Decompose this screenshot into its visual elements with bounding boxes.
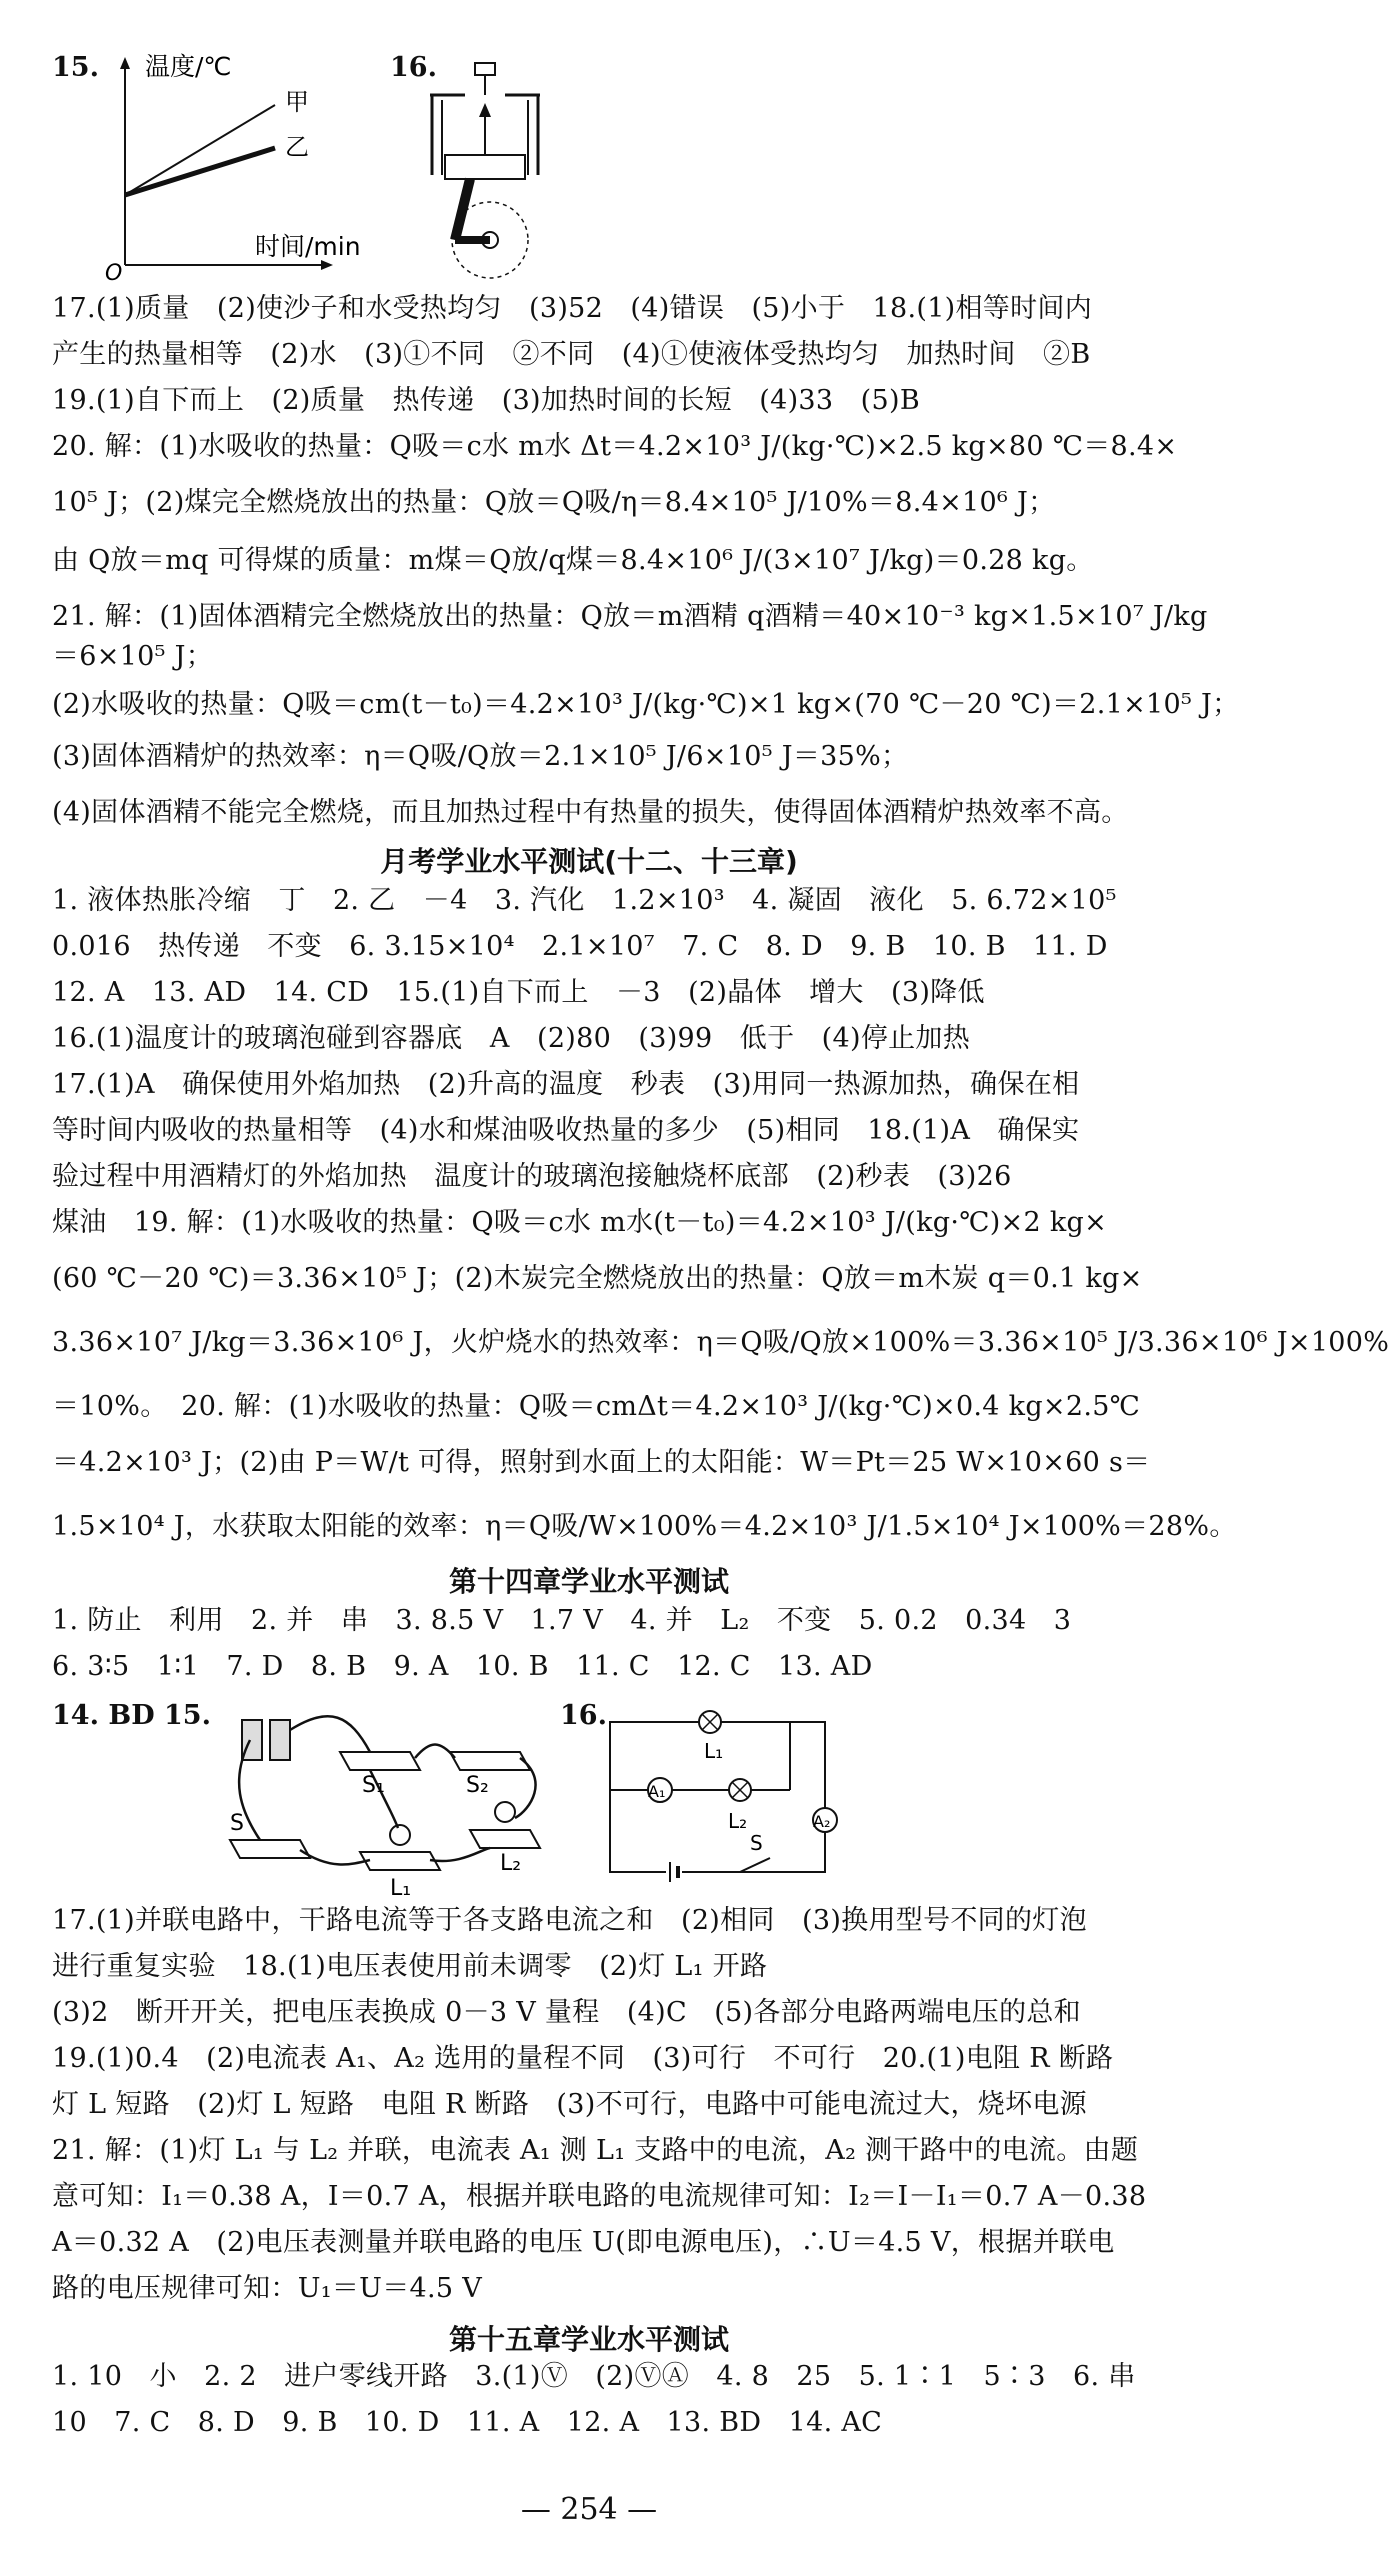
q14-15-number: 14. BD 15. <box>52 1700 211 1731</box>
answer-line: 20. 解：(1)水吸收的热量：Q吸＝c水 m水 Δt＝4.2×10³ J/(kg·℃)×2.5 kg×80 ℃＝8.4× <box>52 431 1178 462</box>
series-parallel-wiring-diagram <box>230 1700 540 1900</box>
answer-line: 19.(1)自下而上 (2)质量 热传递 (3)加热时间的长短 (4)33 (5)B <box>52 385 920 416</box>
q16-number: 16. <box>560 1700 607 1731</box>
answer-line: 17.(1)并联电路中，干路电流等于各支路电流之和 (2)相同 (3)换用型号不同的灯泡 <box>52 1905 1087 1936</box>
label-l1: L₁ <box>390 1876 412 1901</box>
answer-line: 等时间内吸收的热量相等 (4)水和煤油吸收热量的多少 (5)相同 18.(1)A 确保实 <box>52 1115 1080 1146</box>
answer-line: (3)2 断开开关，把电压表换成 0－3 V 量程 (4)C (5)各部分电路两端电压的总和 <box>52 1997 1081 2028</box>
answer-line: 路的电压规律可知：U₁＝U＝4.5 V <box>52 2273 483 2304</box>
x-axis-label: 时间/min <box>255 232 361 261</box>
answer-line: 1. 防止 利用 2. 并 串 3. 8.5 V 1.7 V 4. 并 L₂ 不变 5. 0.2 0.34 3 <box>52 1605 1072 1636</box>
label-yi: 乙 <box>285 133 309 161</box>
answer-line: 10 7. C 8. D 9. B 10. D 11. A 12. A 13. BD 14. AC <box>52 2407 883 2438</box>
answer-line: A＝0.32 A (2)电压表测量并联电路的电压 U(即电源电压)，∴U＝4.5 V，根据并联电 <box>52 2227 1115 2258</box>
answer-line: 17.(1)质量 (2)使沙子和水受热均匀 (3)52 (4)错误 (5)小于 18.(1)相等时间内 <box>52 293 1093 324</box>
fig16-number: 16. <box>390 52 437 83</box>
temperature-time-graph <box>95 45 361 286</box>
label-s: S <box>750 1831 763 1855</box>
label-l1: L₁ <box>704 1739 724 1763</box>
engine-cylinder-diagram <box>420 55 550 285</box>
answer-line: 21. 解：(1)固体酒精完全燃烧放出的热量：Q放＝m酒精 q酒精＝40×10⁻³ kg×1.5×10⁷ J/kg <box>52 601 1208 632</box>
parallel-circuit-diagram <box>600 1700 840 1880</box>
line-jia <box>125 105 275 195</box>
section-title: 月考学业水平测试(十二、十三章) <box>380 845 798 878</box>
label-s1: S₁ <box>362 1773 385 1798</box>
answer-line: 验过程中用酒精灯的外焰加热 温度计的玻璃泡接触烧杯底部 (2)秒表 (3)26 <box>52 1161 1012 1192</box>
answer-line: 1. 10 小 2. 2 进户零线开路 3.(1)Ⓥ (2)ⓋⒶ 4. 8 25 5. 1∶1 5∶3 6. 串 <box>52 2361 1136 2392</box>
line-yi <box>125 148 275 195</box>
label-a2: A₂ <box>813 1812 831 1831</box>
answer-line: 意可知：I₁＝0.38 A，I＝0.7 A，根据并联电路的电流规律可知：I₂＝I－I₁＝0.7 A－0.38 <box>52 2181 1147 2212</box>
lamp-l2 <box>470 1830 540 1848</box>
answer-line: 16.(1)温度计的玻璃泡碰到容器底 A (2)80 (3)99 低于 (4)停止加热 <box>52 1023 971 1054</box>
label-s2: S₂ <box>466 1773 489 1798</box>
lamp-l1 <box>360 1852 440 1870</box>
answer-line: 产生的热量相等 (2)水 (3)①不同 ②不同 (4)①使液体受热均匀 加热时间 ②B <box>52 339 1091 370</box>
section-title: 第十四章学业水平测试 <box>448 1565 729 1598</box>
fig15-number: 15. <box>52 52 99 83</box>
answer-line: 17.(1)A 确保使用外焰加热 (2)升高的温度 秒表 (3)用同一热源加热，确保在相 <box>52 1069 1080 1100</box>
answer-line: 12. A 13. AD 14. CD 15.(1)自下而上 －3 (2)晶体 增大 (3)降低 <box>52 977 985 1008</box>
answer-line: 灯 L 短路 (2)灯 L 短路 电阻 R 断路 (3)不可行，电路中可能电流过大，烧坏电源 <box>52 2089 1087 2120</box>
switch-symbol <box>740 1858 770 1872</box>
answer-line: 10⁵ J；(2)煤完全燃烧放出的热量：Q放＝Q吸/η＝8.4×10⁵ J/10%＝8.4×10⁶ J； <box>52 487 1056 518</box>
section-title: 第十五章学业水平测试 <box>448 2323 729 2356</box>
page-number: — 254 — <box>520 2492 658 2527</box>
answer-line: 3.36×10⁷ J/kg＝3.36×10⁶ J，火炉烧水的热效率：η＝Q吸/Q放×100%＝3.36×10⁵ J/3.36×10⁶ J×100% <box>52 1327 1389 1358</box>
answer-line: 1. 液体热胀冷缩 丁 2. 乙 －4 3. 汽化 1.2×10³ 4. 凝固 液化 5. 6.72×10⁵ <box>52 885 1117 916</box>
label-s: S <box>230 1811 244 1836</box>
answer-line: ＝10%。 20. 解：(1)水吸收的热量：Q吸＝cmΔt＝4.2×10³ J/(kg·℃)×0.4 kg×2.5℃ <box>52 1391 1141 1422</box>
label-l2: L₂ <box>500 1851 522 1876</box>
label-a1: A₁ <box>648 1782 666 1801</box>
y-axis-label: 温度/℃ <box>145 52 232 81</box>
answer-line: 1.5×10⁴ J，水获取太阳能的效率：η＝Q吸/W×100%＝4.2×10³ J/1.5×10⁴ J×100%＝28%。 <box>52 1511 1237 1542</box>
answer-line: 0.016 热传递 不变 6. 3.15×10⁴ 2.1×10⁷ 7. C 8. D 9. B 10. B 11. D <box>52 931 1108 962</box>
label-jia: 甲 <box>285 88 309 116</box>
label-l2: L₂ <box>728 1809 748 1833</box>
answer-line: ＝4.2×10³ J；(2)由 P＝W/t 可得，照射到水面上的太阳能：W＝Pt＝25 W×10×60 s＝ <box>52 1447 1151 1478</box>
switch-s1 <box>340 1752 420 1770</box>
answer-line: 进行重复实验 18.(1)电压表使用前未调零 (2)灯 L₁ 开路 <box>52 1951 768 1982</box>
switch-s2 <box>450 1752 530 1770</box>
switch-s <box>230 1840 310 1858</box>
battery-cell <box>270 1720 290 1760</box>
answer-line: (4)固体酒精不能完全燃烧，而且加热过程中有热量的损失，使得固体酒精炉热效率不高。 <box>52 797 1129 828</box>
origin-label: O <box>105 261 123 286</box>
answer-line: ＝6×10⁵ J； <box>52 641 214 672</box>
answer-line: 21. 解：(1)灯 L₁ 与 L₂ 并联，电流表 A₁ 测 L₁ 支路中的电流，A₂ 测干路中的电流。由题 <box>52 2135 1139 2166</box>
answer-line: 煤油 19. 解：(1)水吸收的热量：Q吸＝c水 m水(t－t₀)＝4.2×10³ J/(kg·℃)×2 kg× <box>52 1207 1107 1238</box>
answer-line: (2)水吸收的热量：Q吸＝cm(t－t₀)＝4.2×10³ J/(kg·℃)×1 kg×(70 ℃－20 ℃)＝2.1×10⁵ J； <box>52 689 1240 720</box>
answer-line: (3)固体酒精炉的热效率：η＝Q吸/Q放＝2.1×10⁵ J/6×10⁵ J＝35%； <box>52 741 909 772</box>
answer-line: 19.(1)0.4 (2)电流表 A₁、A₂ 选用的量程不同 (3)可行 不可行 20.(1)电阻 R 断路 <box>52 2043 1114 2074</box>
answer-line: 6. 3∶5 1∶1 7. D 8. B 9. A 10. B 11. C 12. C 13. AD <box>52 1651 873 1682</box>
answer-line: 由 Q放＝mq 可得煤的质量：m煤＝Q放/q煤＝8.4×10⁶ J/(3×10⁷ J/kg)＝0.28 kg。 <box>52 545 1094 576</box>
answer-line: (60 ℃－20 ℃)＝3.36×10⁵ J；(2)木炭完全燃烧放出的热量：Q放＝m木炭 q＝0.1 kg× <box>52 1263 1143 1294</box>
